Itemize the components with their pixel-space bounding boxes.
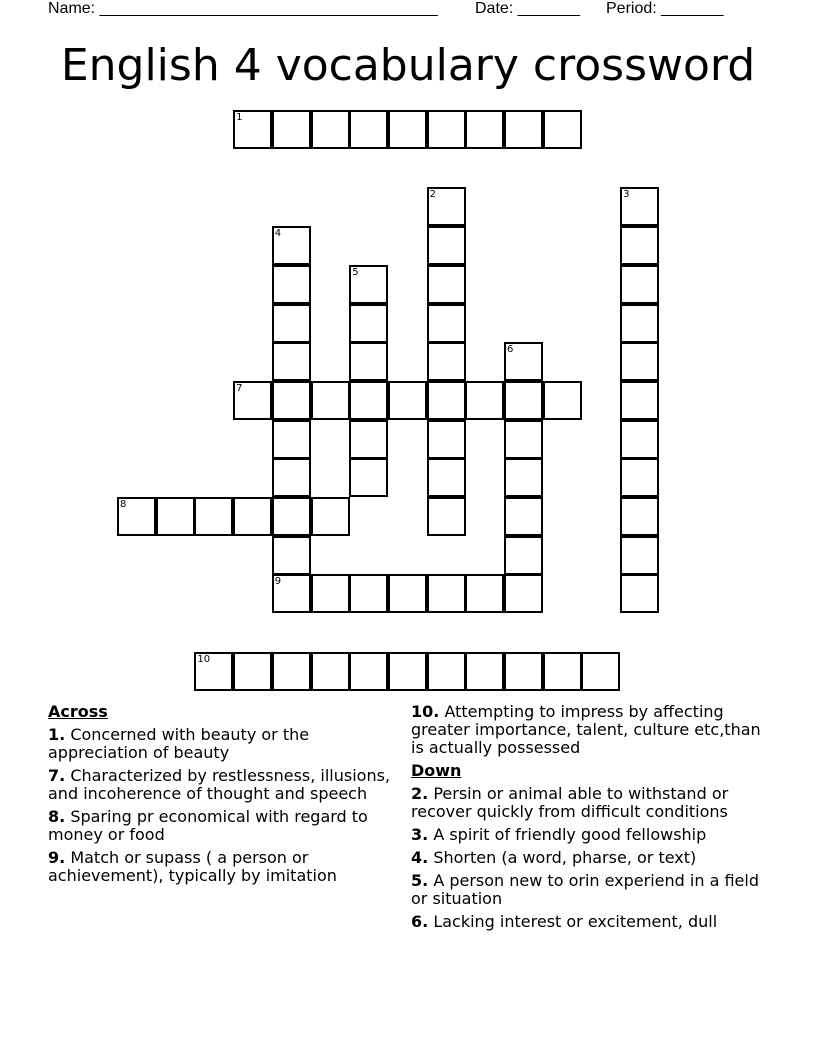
name-field: Name: ______________________________________	[48, 0, 438, 17]
clue-number: 2.	[411, 784, 429, 803]
clue-text: A person new to orin experiend in a field or situation	[411, 871, 759, 908]
crossword-cell[interactable]	[543, 652, 582, 691]
clue-down-4	[411, 849, 761, 867]
crossword-cell[interactable]	[620, 574, 659, 613]
crossword-cell[interactable]	[427, 458, 466, 497]
crossword-cell[interactable]	[349, 574, 388, 613]
crossword-cell[interactable]	[504, 420, 543, 459]
clue-number-label: 5	[352, 266, 359, 278]
down-heading: Down	[411, 761, 462, 780]
crossword-cell[interactable]	[620, 304, 659, 343]
clue-number-label: 3	[623, 189, 630, 201]
page-title: English 4 vocabulary crossword	[60, 40, 756, 91]
crossword-cell[interactable]	[349, 304, 388, 343]
clue-number: 9.	[48, 848, 66, 867]
clue-number: 10.	[411, 702, 440, 721]
crossword-cell[interactable]	[194, 497, 233, 536]
clue-down-6	[411, 913, 761, 931]
crossword-cell[interactable]	[233, 381, 272, 420]
clue-number-label: 7	[236, 382, 243, 394]
clue-number: 5.	[411, 871, 429, 890]
crossword-cell[interactable]	[311, 381, 350, 420]
crossword-cell[interactable]	[349, 381, 388, 420]
clue-number: 6.	[411, 912, 429, 931]
crossword-cell[interactable]	[427, 110, 466, 149]
clue-text: Persin or animal able to withstand or recover quickly from difficult conditions	[411, 784, 729, 821]
crossword-cell[interactable]	[388, 110, 427, 149]
crossword-cell[interactable]	[620, 420, 659, 459]
clue-number-label: 4	[274, 228, 282, 240]
crossword-cell[interactable]	[349, 110, 388, 149]
crossword-cell[interactable]	[427, 420, 466, 459]
crossword-cell[interactable]	[272, 265, 311, 304]
date-field: Date: _______	[475, 0, 580, 17]
crossword-cell[interactable]	[427, 342, 466, 381]
clue-number: 1.	[48, 725, 66, 744]
crossword-cell[interactable]	[349, 652, 388, 691]
clue-text: Lacking interest or excitement, dull	[433, 912, 718, 931]
clue-across-9	[48, 849, 408, 885]
crossword-cell[interactable]	[504, 536, 543, 575]
clue-down-5	[411, 872, 761, 908]
period-field: Period: _______	[606, 0, 724, 17]
crossword-cell[interactable]	[427, 304, 466, 343]
crossword-cell[interactable]	[272, 110, 311, 149]
clue-text: Concerned with beauty or the appreciation of beauty	[48, 725, 310, 762]
clue-number: 4.	[411, 848, 429, 867]
crossword-cell[interactable]	[504, 574, 543, 613]
crossword-cell[interactable]	[156, 497, 195, 536]
crossword-cell[interactable]	[620, 458, 659, 497]
clue-across-1	[48, 726, 408, 762]
crossword-cell[interactable]	[311, 574, 350, 613]
crossword-cell[interactable]	[194, 652, 233, 691]
crossword-cell[interactable]	[388, 381, 427, 420]
crossword-cell[interactable]	[581, 652, 620, 691]
clue-down-3	[411, 826, 761, 844]
clue-down-2	[411, 785, 761, 821]
crossword-cell[interactable]	[311, 652, 350, 691]
crossword-cell[interactable]	[272, 497, 311, 536]
clue-text: Shorten (a word, pharse, or text)	[433, 848, 697, 867]
crossword-cell[interactable]	[272, 304, 311, 343]
crossword-cell[interactable]	[504, 342, 543, 381]
crossword-cell[interactable]	[272, 381, 311, 420]
clue-number: 7.	[48, 766, 66, 785]
crossword-cell[interactable]	[620, 265, 659, 304]
clue-number: 8.	[48, 807, 66, 826]
crossword-cell[interactable]	[349, 458, 388, 497]
clue-number-label: 9	[274, 576, 282, 588]
crossword-cell[interactable]	[620, 536, 659, 575]
crossword-cell[interactable]	[465, 381, 504, 420]
crossword-cell[interactable]	[620, 226, 659, 265]
crossword-cell[interactable]	[620, 342, 659, 381]
crossword-cell[interactable]	[504, 458, 543, 497]
crossword-cell[interactable]	[272, 574, 311, 613]
crossword-cell[interactable]	[311, 497, 350, 536]
clue-number-label: 8	[120, 499, 127, 510]
crossword-cell[interactable]	[504, 497, 543, 536]
crossword-cell[interactable]	[117, 497, 156, 536]
crossword-cell[interactable]	[349, 420, 388, 459]
clue-across-8	[48, 808, 408, 844]
crossword-cell[interactable]	[272, 652, 311, 691]
crossword-cell[interactable]	[543, 110, 582, 149]
clue-across-10	[411, 703, 761, 757]
clue-text: Attempting to impress by affecting greater importance, talent, culture etc,than is actually possessed	[411, 702, 761, 757]
clue-text: Sparing pr economical with regard to money or food	[48, 807, 368, 844]
crossword-cell[interactable]	[504, 110, 543, 149]
crossword-cell[interactable]	[427, 574, 466, 613]
crossword-cell[interactable]	[427, 381, 466, 420]
crossword-cell[interactable]	[620, 187, 659, 226]
crossword-cell[interactable]	[233, 497, 272, 536]
clue-number-label: 2	[429, 189, 436, 201]
crossword-cell[interactable]	[620, 381, 659, 420]
crossword-cell[interactable]	[233, 652, 272, 691]
crossword-cell[interactable]	[465, 652, 504, 691]
clue-number-label: 10	[197, 653, 211, 665]
crossword-cell[interactable]	[543, 381, 582, 420]
crossword-cell[interactable]	[272, 420, 311, 459]
crossword-cell[interactable]	[272, 536, 311, 575]
down-clues-column	[411, 703, 761, 936]
clue-text: Match or supass ( a person or achievement), typically by imitation	[48, 848, 337, 885]
crossword-cell[interactable]	[272, 226, 311, 265]
across-clues-column	[48, 703, 408, 890]
crossword-cell[interactable]	[427, 226, 466, 265]
across-heading: Across	[48, 702, 108, 721]
crossword-cell[interactable]	[465, 574, 504, 613]
clue-number-label: 6	[507, 344, 514, 356]
clue-number-label: 1	[236, 112, 243, 123]
crossword-cell[interactable]	[465, 110, 504, 149]
clue-across-7	[48, 767, 408, 803]
crossword-cell[interactable]	[504, 381, 543, 420]
clue-text: A spirit of friendly good fellowship	[433, 825, 707, 844]
crossword-cell[interactable]	[388, 652, 427, 691]
crossword-cell[interactable]	[272, 458, 311, 497]
crossword-cell[interactable]	[427, 652, 466, 691]
crossword-cell[interactable]	[427, 497, 466, 536]
crossword-cell[interactable]	[272, 342, 311, 381]
crossword-cell[interactable]	[504, 652, 543, 691]
crossword-cell[interactable]	[349, 265, 388, 304]
clue-number: 3.	[411, 825, 429, 844]
crossword-cell[interactable]	[620, 497, 659, 536]
crossword-cell[interactable]	[388, 574, 427, 613]
clue-text: Characterized by restlessness, illusions, and incoherence of thought and speech	[48, 766, 391, 803]
crossword-cell[interactable]	[427, 187, 466, 226]
crossword-cell[interactable]	[233, 110, 272, 149]
crossword-cell[interactable]	[427, 265, 466, 304]
crossword-cell[interactable]	[349, 342, 388, 381]
crossword-cell[interactable]	[311, 110, 350, 149]
